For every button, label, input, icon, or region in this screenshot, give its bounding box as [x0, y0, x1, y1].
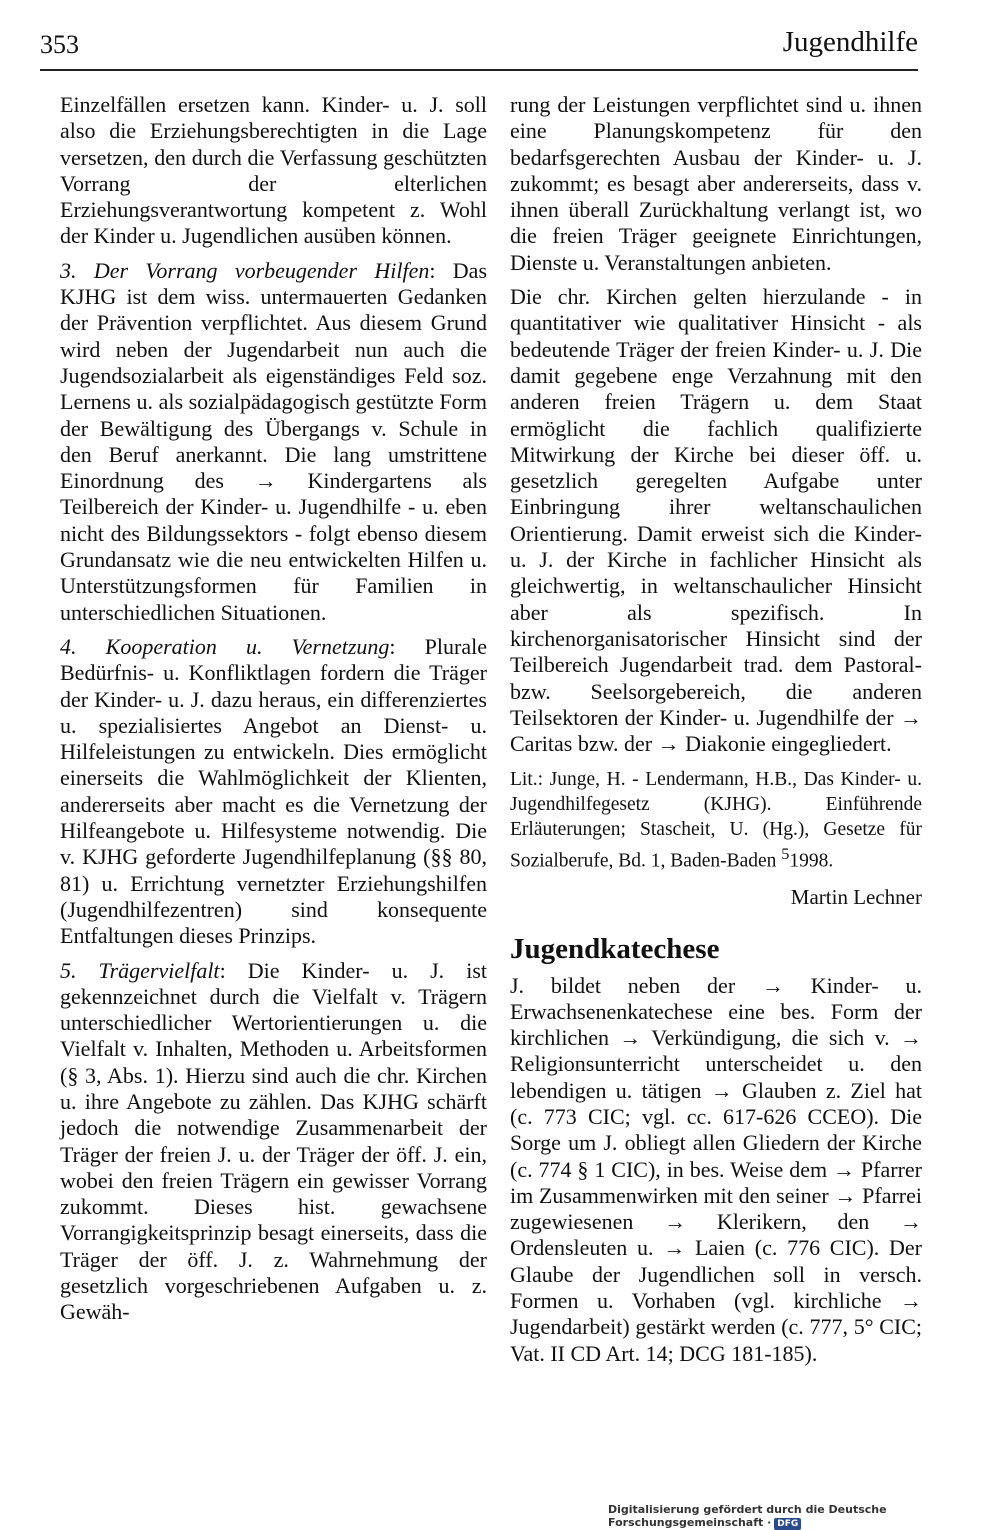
header-rule	[40, 69, 918, 71]
footer: Digitalisierung gefördert durch die Deutsche Forschungsgemeinschaft · DFG	[608, 1503, 887, 1529]
paragraph-text: : Plurale Bedürfnis- u. Konfliktlagen fordern die Träger der Kinder- u. J. dazu heraus, ein differenziertes u. spezialisiertes Angebot an Dienst- u. Hilfeleistungen zu entwickeln. Dies ermöglicht einerseits die Wahlmöglichkeit der Klienten, andererseits aber macht es die Vernetzung der Hilfeangebote u. Hilfesysteme notwendig. Die v. KJHG geforderte Jugendhilfeplanung (§§ 80, 81) u. Errichtung vernetzter Erziehungshilfen (Jugendhilfezentren) sind konsequente Entfaltungen dieses Prinzips.	[60, 633, 487, 949]
section-heading: 5. Trägervielfalt	[60, 957, 220, 983]
right-column	[510, 92, 922, 1375]
dfg-logo: DFG	[774, 1518, 801, 1530]
paragraph-text: : Die Kinder- u. J. ist gekennzeichnet durch die Vielfalt v. Trägern unterschiedlicher Wertorientierungen u. die Vielfalt v. Inhalten, Methoden u. Arbeitsformen (§ 3, Abs. 1). Hierzu sind auch die chr. Kirchen u. ihre Angebote zu zählen. Das KJHG schärft jedoch die notwendige Zusammenarbeit der Träger der freien J. u. der Träger der öff. J. ein, wobei den freien Trägern ein gewisser Vorrang zukommt. Dieses hist. gewachsene Vorrangigkeitsprinzip besagt einerseits, dass die Träger der öff. J. z. Wahrnehmung der gesetzlich vorgeschriebenen Aufgaben u. z. Gewäh-	[60, 957, 488, 1325]
entry-title: Jugendkatechese	[510, 933, 720, 966]
page-number: 353	[40, 30, 79, 59]
literature: Lit.: Junge, H. - Lendermann, H.B., Das Kinder- u. Jugendhilfegesetz (KJHG). Einführende Erläuterungen; Stascheit, U. (Hg.), Gesetze für Sozialberufe, Bd. 1, Baden-Baden $^5$1998.	[510, 769, 922, 872]
paragraph-text: : Das KJHG ist dem wiss. untermauerten Gedanken der Prävention verpflichtet. Aus diesem Grund wird neben der Jugendarbeit nun auch die Jugendsozialarbeit als eigenständiges Feld soz. Lernens u. als sozialpädagogisch gestützte Form der Bewältigung des Übergangs v. Schule in den Beruf anerkannt. Die lang umstrittene Einordnung des → Kindergartens als Teilbereich der Kinder- u. Jugendhilfe - u. eben nicht des Bildungssektors - folgt ebenso diesem Grundansatz wie die neu entwickelten Hilfen u. Unterstützungsformen für Familien in unterschiedlichen Situationen.	[60, 257, 488, 625]
left-column	[60, 92, 487, 1334]
author: Martin Lechner	[790, 884, 922, 909]
paragraph: rung der Leistungen verpflichtet sind u. ihnen eine Planungskompetenz für den bedarfsgerechten Ausbau der Kinder- u. J. zukommt; es besagt aber andererseits, dass v. ihnen überall Zurückhaltung verlangt ist, wo die freien Träger geeignete Einrichtungen, Dienste u. Veranstaltungen anbieten.	[510, 92, 922, 275]
paragraph: Einzelfällen ersetzen kann. Kinder- u. J. soll also die Erziehungsberechtigten in die Lage versetzen, den durch die Verfassung geschützten Vorrang der elterlichen Erziehungsverantwortung kompetent z. Wohl der Kinder u. Jugendlichen ausüben können.	[60, 92, 487, 249]
paragraph: J. bildet neben der → Kinder- u. Erwachsenenkatechese eine bes. Form der kirchlichen → Verkündigung, die sich v. → Religionsunterricht unterscheidet u. den lebendigen u. tätigen → Glauben z. Ziel hat (c. 773 CIC; vgl. cc. 617-626 CCEO). Die Sorge um J. obliegt allen Gliedern der Kirche (c. 774 § 1 CIC), in bes. Weise dem → Pfarrer im Zusammenwirken mit den seiner → Pfarrei zugewiesenen → Klerikern, den → Ordensleuten u. → Laien (c. 776 CIC). Der Glaube der Jugendlichen soll in versch. Formen u. Vorhaben (vgl. kirchliche → Jugendarbeit) gestärkt werden (c. 777, 5° CIC; Vat. II CD Art. 14; DCG 181-185).	[510, 972, 922, 1366]
section-heading: 3. Der Vorrang vorbeugender Hilfen	[60, 257, 430, 283]
paragraph	[60, 634, 487, 950]
section-heading: 4. Kooperation u. Vernetzung	[60, 633, 390, 659]
paragraph	[60, 958, 487, 1326]
paragraph	[60, 258, 487, 626]
running-head: Jugendhilfe	[782, 26, 918, 58]
paragraph: Die chr. Kirchen gelten hierzulande - in quantitativer wie qualitativer Hinsicht - als bedeutende Träger der freien Kinder- u. J. Die damit gegebene enge Verzahnung mit den anderen freien Trägern u. dem Staat ermöglicht die fachlich qualifizierte Mitwirkung der Kirche bei dieser öff. u. gesetzlich geregelten Aufgabe unter Einbringung ihrer weltanschaulichen Orientierung. Damit erweist sich die Kinder- u. J. der Kirche in fachlicher Hinsicht als gleichwertig, in weltanschaulicher Hinsicht aber als spezifisch. In kirchenorganisatorischer Hinsicht sind der Teilbereich Jugendarbeit trad. dem Pastoral- bzw. Seelsorgebereich, die anderen Teilsektoren der Kinder- u. Jugendhilfe der → Caritas bzw. der → Diakonie eingegliedert.	[510, 284, 922, 757]
edition-number: 5	[781, 845, 790, 864]
